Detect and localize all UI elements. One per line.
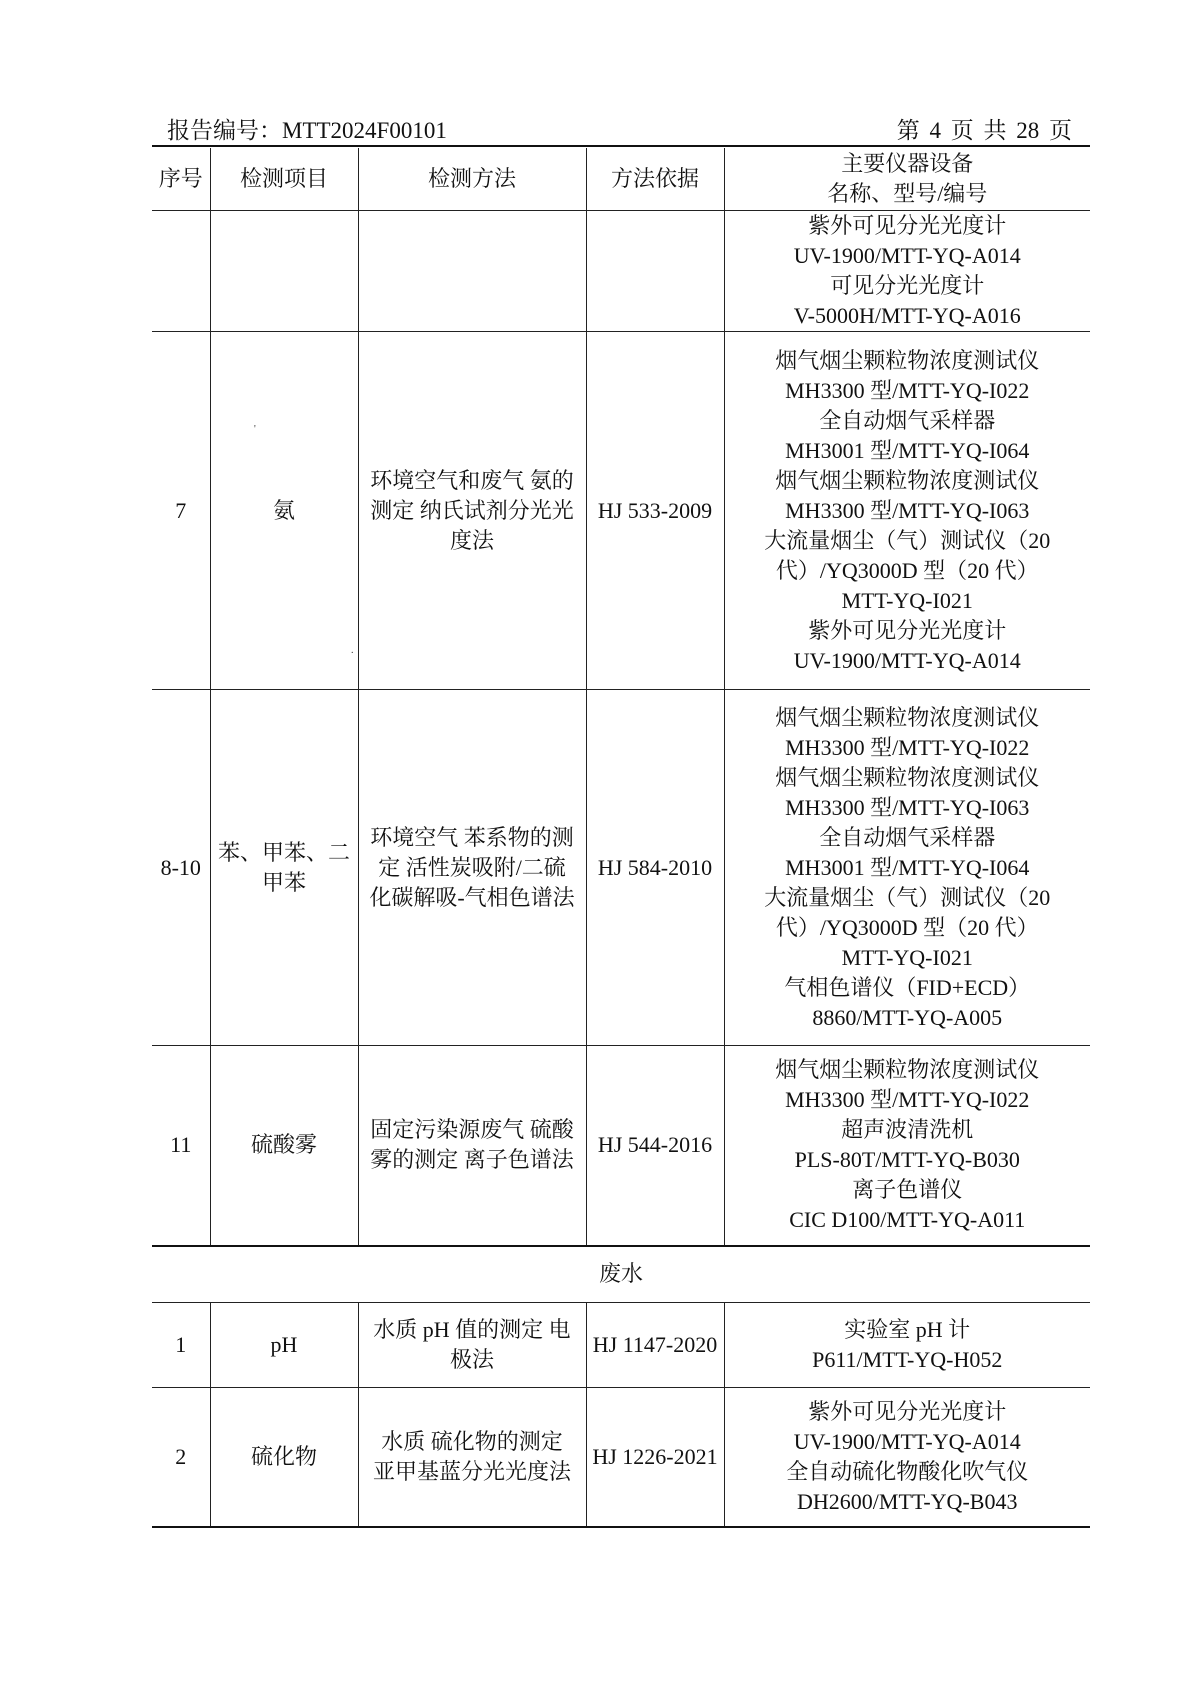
equipment-line: P611/MTT-YQ-H052 bbox=[812, 1346, 1003, 1372]
equipment-line: 大流量烟尘（气）测试仪（20 bbox=[764, 884, 1051, 910]
equipment-line: MTT-YQ-I021 bbox=[841, 944, 973, 970]
equipment-line: MTT-YQ-I021 bbox=[841, 587, 973, 613]
equipment-line: 烟气烟尘颗粒物浓度测试仪 bbox=[775, 704, 1040, 730]
equipment-line: CIC D100/MTT-YQ-A011 bbox=[789, 1207, 1026, 1233]
equipment-line: UV-1900/MTT-YQ-A014 bbox=[793, 647, 1021, 673]
equipment-line: 全自动烟气采样器 bbox=[819, 824, 996, 850]
equipment-line: 实验室 pH 计 bbox=[844, 1316, 971, 1342]
equipment-line: V-5000H/MTT-YQ-A016 bbox=[793, 303, 1021, 328]
cell-basis: HJ 533-2009 bbox=[586, 332, 724, 690]
cell-basis: HJ 1226-2021 bbox=[586, 1387, 724, 1527]
cell-method bbox=[358, 211, 586, 332]
equipment-line: MH3300 型/MTT-YQ-I063 bbox=[785, 794, 1030, 820]
cell-method: 水质 pH 值的测定 电极法 bbox=[358, 1302, 586, 1387]
equipment-line: 8860/MTT-YQ-A005 bbox=[812, 1004, 1003, 1030]
cell-basis bbox=[586, 211, 724, 332]
cell-equipment bbox=[724, 1302, 1090, 1387]
cell-basis: HJ 544-2016 bbox=[586, 1046, 724, 1246]
cell-item: pH bbox=[210, 1302, 358, 1387]
scan-mark: ' bbox=[254, 424, 256, 435]
equipment-line: 离子色谱仪 bbox=[852, 1177, 963, 1203]
equipment-line: 紫外可见分光光度计 bbox=[808, 1398, 1007, 1424]
table-row bbox=[152, 690, 1090, 1046]
cell-equipment bbox=[724, 1046, 1090, 1246]
cell-no: 1 bbox=[152, 1302, 210, 1387]
cell-method: 环境空气和废气 氨的测定 纳氏试剂分光光度法 bbox=[358, 332, 586, 690]
col-header-basis: 方法依据 bbox=[586, 148, 724, 211]
equipment-line: 代）/YQ3000D 型（20 代） bbox=[775, 557, 1039, 583]
equipment-line: MH3001 型/MTT-YQ-I064 bbox=[785, 437, 1030, 463]
cell-equipment bbox=[724, 1387, 1090, 1527]
cell-equipment bbox=[724, 332, 1090, 690]
cell-method: 固定污染源废气 硫酸雾的测定 离子色谱法 bbox=[358, 1046, 586, 1246]
table-row bbox=[152, 1046, 1090, 1246]
header-rule bbox=[152, 145, 1090, 147]
page-number: 第 4 页 共 28 页 bbox=[896, 118, 1072, 143]
equipment-line: 气相色谱仪（FID+ECD） bbox=[784, 974, 1031, 1000]
equipment-line: UV-1900/MTT-YQ-A014 bbox=[793, 1428, 1021, 1454]
equipment-line: 烟气烟尘颗粒物浓度测试仪 bbox=[775, 764, 1040, 790]
cell-item bbox=[210, 211, 358, 332]
equipment-line: MH3300 型/MTT-YQ-I022 bbox=[785, 734, 1030, 760]
equipment-line: DH2600/MTT-YQ-B043 bbox=[797, 1488, 1018, 1514]
cell-item: 硫化物 bbox=[210, 1387, 358, 1527]
equipment-line: 可见分光光度计 bbox=[830, 273, 985, 298]
table-row bbox=[152, 332, 1090, 690]
equipment-line: 超声波清洗机 bbox=[841, 1117, 974, 1143]
equipment-line: 代）/YQ3000D 型（20 代） bbox=[775, 914, 1039, 940]
equipment-line: MH3300 型/MTT-YQ-I063 bbox=[785, 497, 1030, 523]
equipment-line: UV-1900/MTT-YQ-A014 bbox=[793, 243, 1021, 268]
cell-no bbox=[152, 211, 210, 332]
equipment-line: 烟气烟尘颗粒物浓度测试仪 bbox=[775, 1057, 1040, 1083]
cell-no: 7 bbox=[152, 332, 210, 690]
equipment-line: MH3300 型/MTT-YQ-I022 bbox=[785, 1087, 1030, 1113]
equipment-line: 烟气烟尘颗粒物浓度测试仪 bbox=[775, 467, 1040, 493]
cell-basis: HJ 1147-2020 bbox=[586, 1302, 724, 1387]
cell-item: 硫酸雾 bbox=[210, 1046, 358, 1246]
test-method-table bbox=[152, 148, 1090, 1528]
cell-equipment bbox=[724, 211, 1090, 332]
cell-item: 苯、甲苯、二甲苯 bbox=[210, 690, 358, 1046]
section-title-water: 废水 bbox=[152, 1246, 1090, 1303]
equipment-line: 全自动硫化物酸化吹气仪 bbox=[786, 1458, 1029, 1484]
equipment-line: PLS-80T/MTT-YQ-B030 bbox=[794, 1147, 1020, 1173]
equipment-line: 烟气烟尘颗粒物浓度测试仪 bbox=[775, 347, 1040, 373]
table-row bbox=[152, 1302, 1090, 1387]
cell-method: 环境空气 苯系物的测定 活性炭吸附/二硫化碳解吸-气相色谱法 bbox=[358, 690, 586, 1046]
section-row bbox=[152, 1246, 1090, 1303]
equipment-line: 紫外可见分光光度计 bbox=[808, 213, 1007, 238]
cell-equipment bbox=[724, 690, 1090, 1046]
equipment-line: 大流量烟尘（气）测试仪（20 bbox=[764, 527, 1051, 553]
table-row bbox=[152, 211, 1090, 332]
report-number: 报告编号：MTT2024F00101 bbox=[167, 118, 447, 143]
cell-no: 11 bbox=[152, 1046, 210, 1246]
cell-item: 氨 bbox=[210, 332, 358, 690]
equipment-line: MH3300 型/MTT-YQ-I022 bbox=[785, 377, 1030, 403]
col-header-method: 检测方法 bbox=[358, 148, 586, 211]
equipment-line: MH3001 型/MTT-YQ-I064 bbox=[785, 854, 1030, 880]
cell-basis: HJ 584-2010 bbox=[586, 690, 724, 1046]
col-header-no: 序号 bbox=[152, 148, 210, 211]
cell-no: 8-10 bbox=[152, 690, 210, 1046]
col-header-item: 检测项目 bbox=[210, 148, 358, 211]
table-header-row bbox=[152, 148, 1090, 211]
table-row bbox=[152, 1387, 1090, 1527]
cell-method: 水质 硫化物的测定 亚甲基蓝分光光度法 bbox=[358, 1387, 586, 1527]
equipment-line: 全自动烟气采样器 bbox=[819, 407, 996, 433]
col-header-equipment: 主要仪器设备 名称、型号/编号 bbox=[724, 148, 1090, 211]
scan-mark: . bbox=[351, 645, 354, 656]
equipment-line: 紫外可见分光光度计 bbox=[808, 617, 1007, 643]
cell-no: 2 bbox=[152, 1387, 210, 1527]
